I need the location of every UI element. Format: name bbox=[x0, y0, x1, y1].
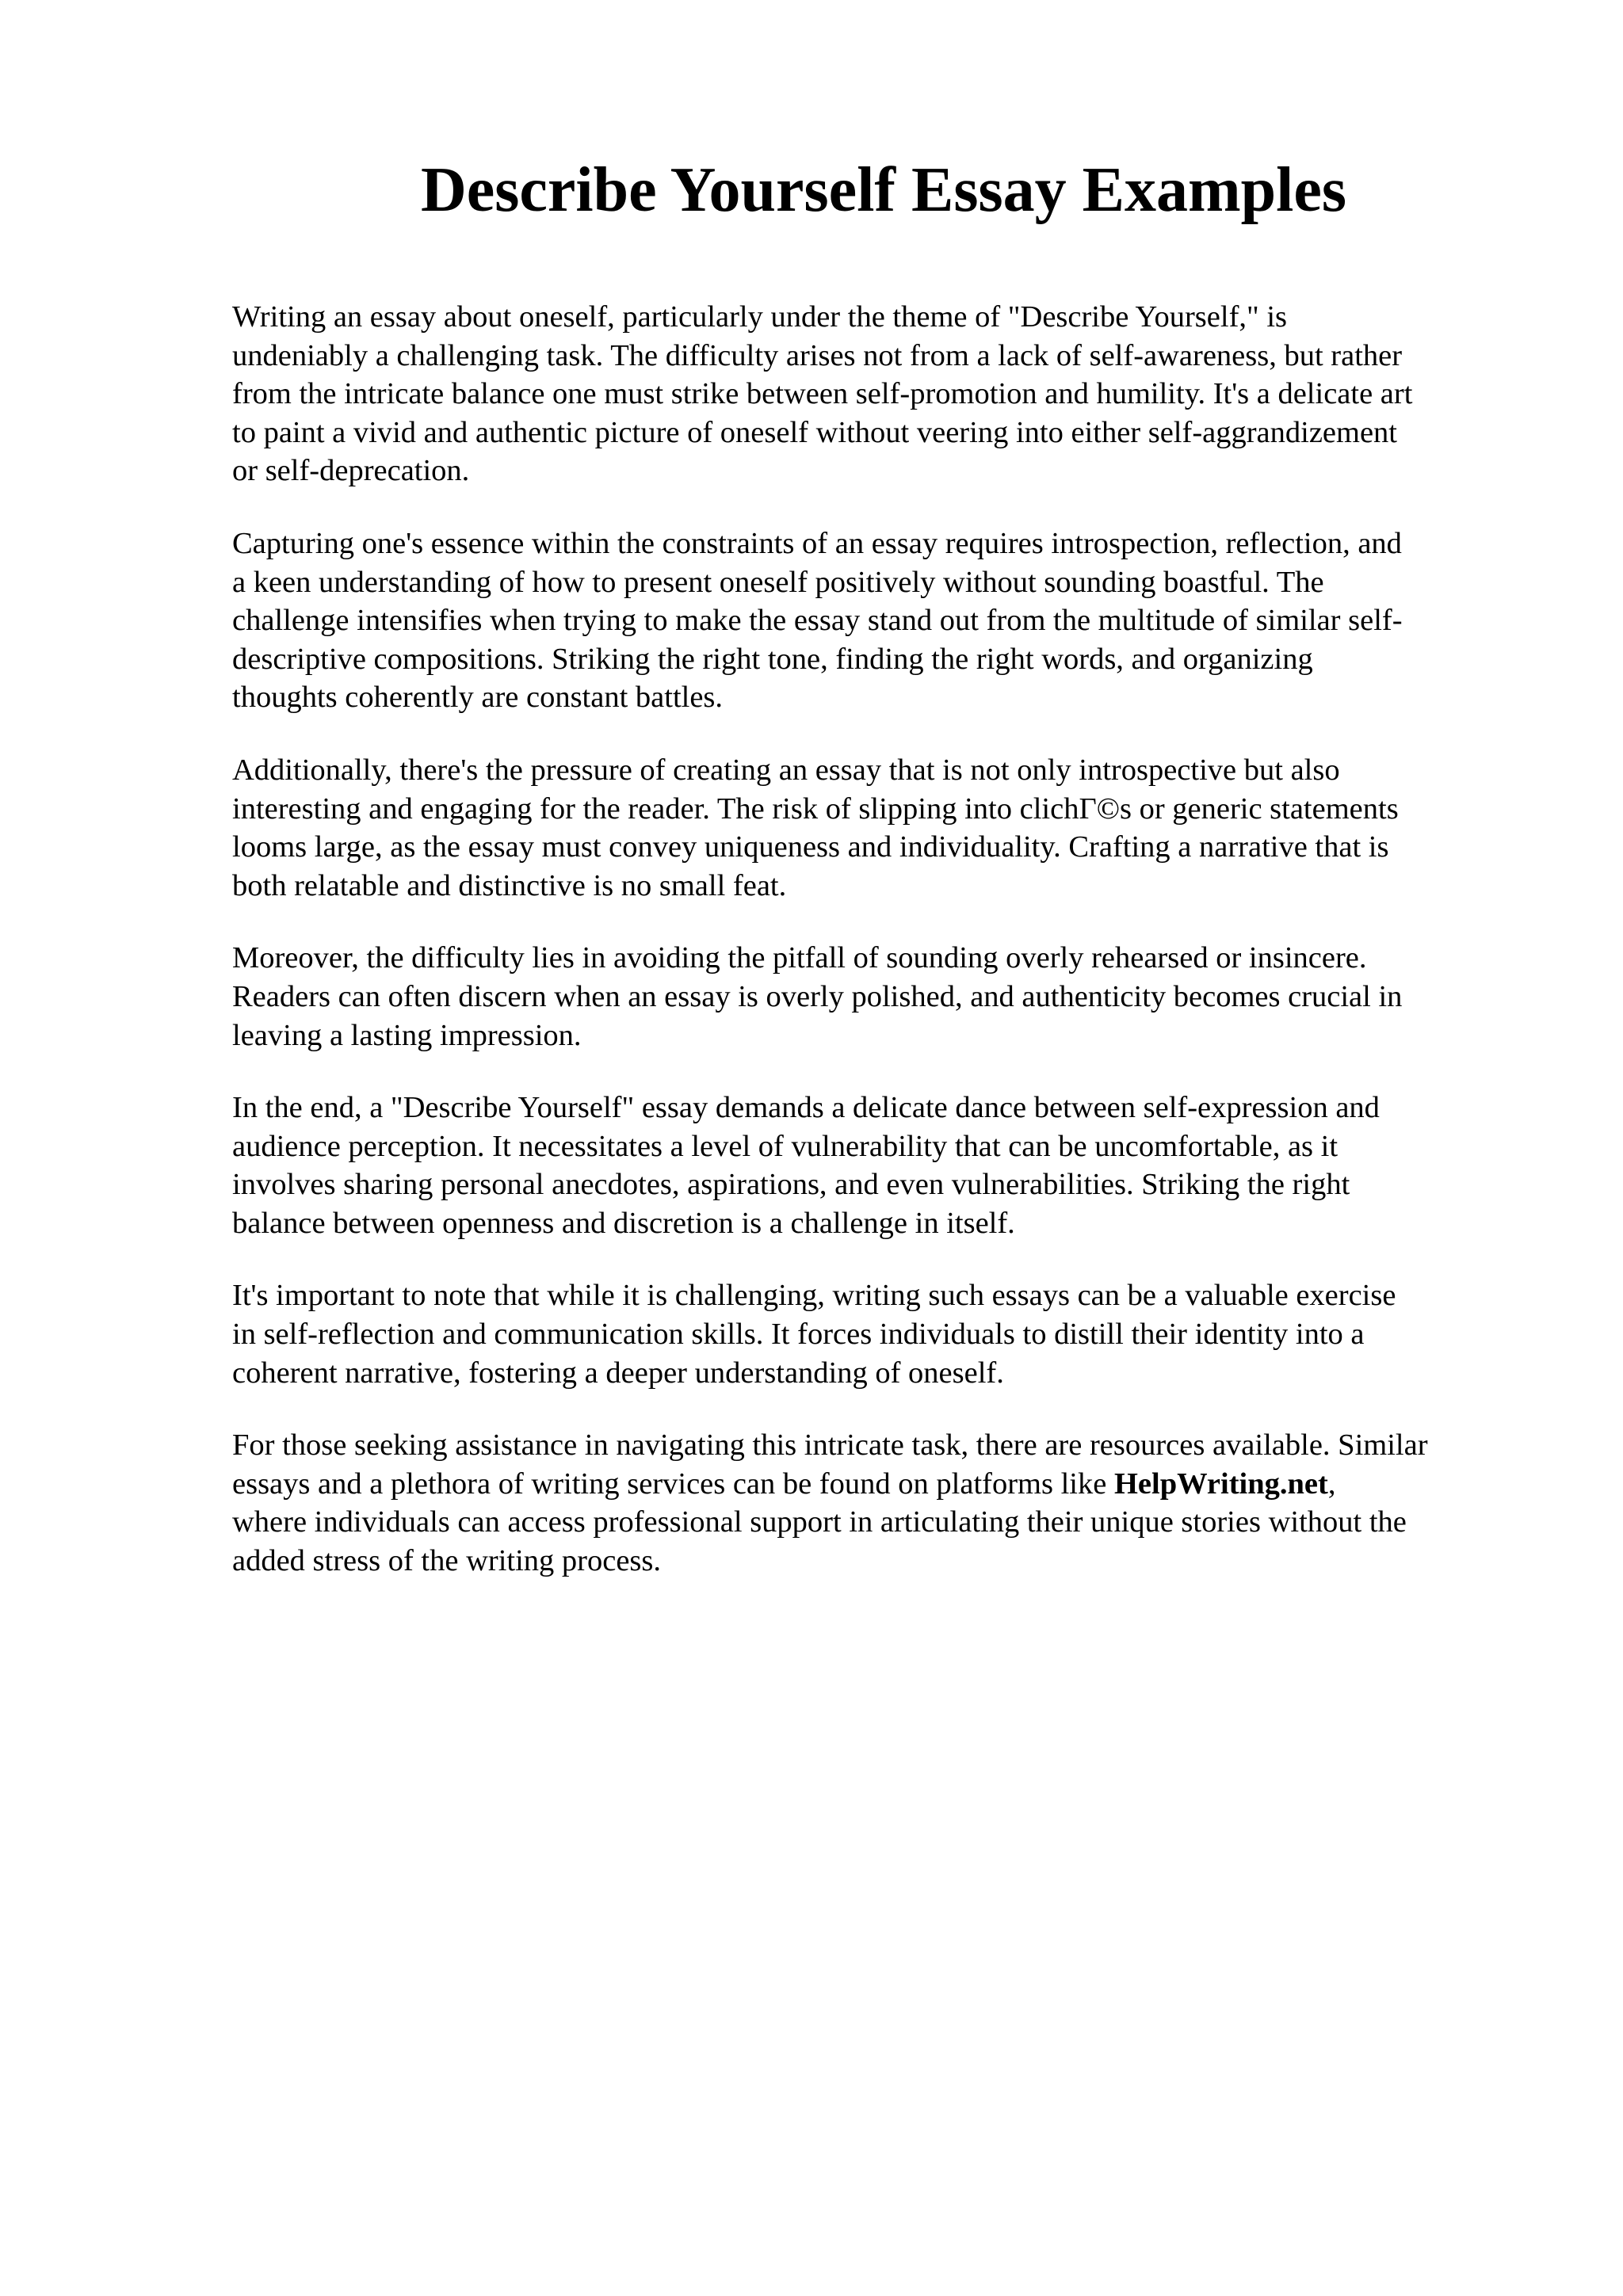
paragraph-line: leaving a lasting impression. bbox=[232, 1018, 582, 1052]
helpwriting-link[interactable]: HelpWriting.net bbox=[1113, 1466, 1328, 1501]
line-text: , bbox=[1327, 1466, 1336, 1501]
paragraph-line: undeniably a challenging task. The difficulty arises not from a lack of self-awareness, but rather bbox=[232, 338, 1403, 372]
body-paragraph bbox=[232, 939, 1532, 1055]
paragraph-line: both relatable and distinctive is no small feat. bbox=[232, 868, 787, 902]
paragraph-line: Writing an essay about oneself, particularly under the theme of "Describe Yourself," is bbox=[232, 300, 1288, 334]
document-title: Describe Yourself Essay Examples bbox=[420, 155, 1347, 225]
paragraph-line: In the end, a "Describe Yourself" essay demands a delicate dance between self-expression and bbox=[232, 1091, 1380, 1125]
paragraph-line: a keen understanding of how to present oneself positively without sounding boastful. The bbox=[232, 565, 1324, 599]
paragraph-line: in self-reflection and communication skills. It forces individuals to distill their identity into a bbox=[232, 1318, 1365, 1352]
paragraph-list bbox=[232, 298, 1532, 1392]
body-paragraph bbox=[232, 298, 1532, 490]
body-paragraph bbox=[232, 751, 1532, 905]
paragraph-line: looms large, as the essay must convey uniqueness and individuality. Crafting a narrative that is bbox=[232, 830, 1389, 864]
paragraph-line bbox=[232, 1465, 1532, 1504]
paragraph-line: balance between openness and discretion is a challenge in itself. bbox=[232, 1206, 1015, 1240]
document-body bbox=[232, 298, 1532, 1615]
paragraph-line: Moreover, the difficulty lies in avoiding the pitfall of sounding overly rehearsed or insincere. bbox=[232, 941, 1367, 975]
paragraph-line: audience perception. It necessitates a level of vulnerability that can be uncomfortable, as it bbox=[232, 1129, 1338, 1163]
paragraph-line: thoughts coherently are constant battles. bbox=[232, 681, 724, 715]
paragraph-line: Additionally, there's the pressure of creating an essay that is not only introspective but also bbox=[232, 753, 1340, 787]
paragraph-line: For those seeking assistance in navigating this intricate task, there are resources available. Similar bbox=[232, 1428, 1428, 1463]
final-paragraph bbox=[232, 1426, 1532, 1580]
paragraph-line: from the intricate balance one must strike between self-promotion and humility. It's a delicate art bbox=[232, 377, 1413, 411]
paragraph-line: or self-deprecation. bbox=[232, 454, 470, 488]
paragraph-line: It's important to note that while it is challenging, writing such essays can be a valuable exercise bbox=[232, 1279, 1396, 1313]
body-paragraph bbox=[232, 1276, 1532, 1392]
body-paragraph bbox=[232, 524, 1532, 717]
paragraph-line: involves sharing personal anecdotes, aspirations, and even vulnerabilities. Striking the right bbox=[232, 1168, 1350, 1202]
paragraph-line: interesting and engaging for the reader. The risk of slipping into clichГ©s or generic statements bbox=[232, 791, 1399, 826]
paragraph-line: coherent narrative, fostering a deeper understanding of oneself. bbox=[232, 1356, 1004, 1390]
paragraph-line: Readers can often discern when an essay is overly polished, and authenticity becomes crucial in bbox=[232, 979, 1403, 1013]
paragraph-line: challenge intensifies when trying to make the essay stand out from the multitude of similar self- bbox=[232, 604, 1403, 638]
paragraph-line: descriptive compositions. Striking the right tone, finding the right words, and organizing bbox=[232, 642, 1313, 676]
paragraph-line: Capturing one's essence within the constraints of an essay requires introspection, reflection, and bbox=[232, 526, 1402, 560]
body-paragraph bbox=[232, 1089, 1532, 1242]
paragraph-line: to paint a vivid and authentic picture of oneself without veering into either self-aggrandizement bbox=[232, 415, 1397, 449]
paragraph-line: added stress of the writing process. bbox=[232, 1544, 662, 1578]
paragraph-line: where individuals can access professional support in articulating their unique stories without the bbox=[232, 1505, 1407, 1539]
line-text: essays and a plethora of writing services can be found on platforms like bbox=[232, 1466, 1114, 1501]
